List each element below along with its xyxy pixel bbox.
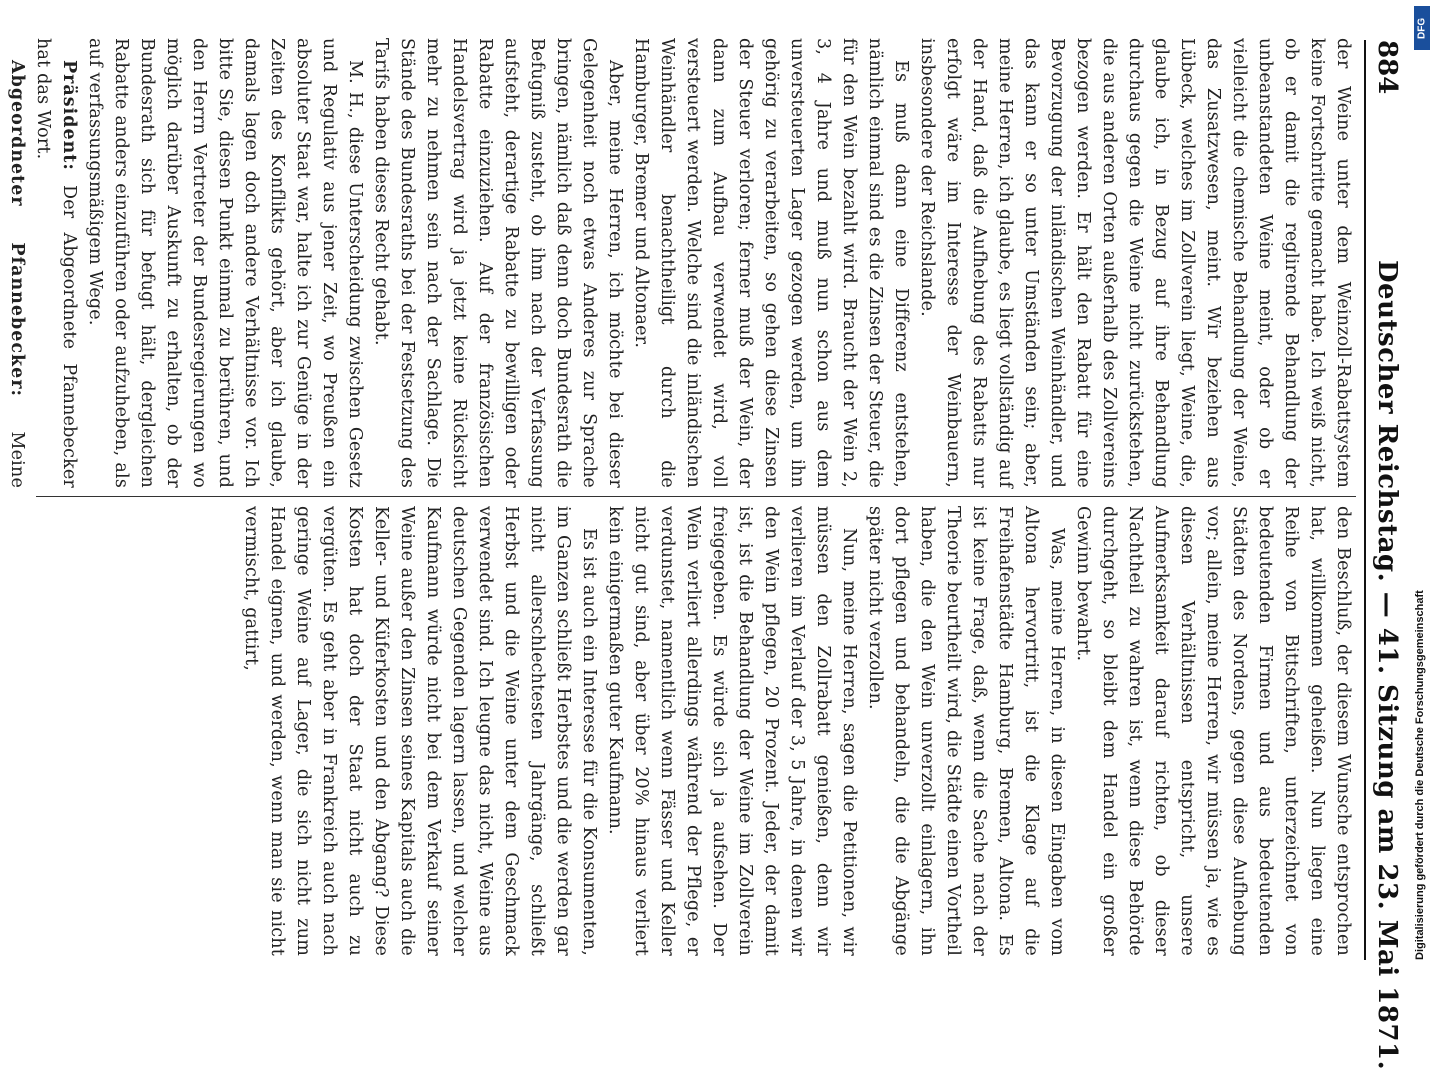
paragraph: den Beschluß, der diesem Wunsche entsprochen hat, willkommen geheißen. Nun liegen eine Reihe von Bittschriften, unterzeichnet von bedeutenden Firmen und aus bedeutenden Städten des Nordens, gegen diese Aufhebung vor; allein, meine Herren, wir müssen ja, wie es diesen Verhältnissen entspricht, unsere Aufmerksamkeit darauf richten, ob dieser Nachtheil zu wahren ist, wenn diese Behörde durchgeht, so bleibt dem Handel ein großer Gewinn bewahrt. bbox=[1073, 506, 1353, 956]
running-head bbox=[1364, 40, 1406, 1070]
speaker-label: Präsident: bbox=[59, 60, 79, 171]
dfg-logo: DFG bbox=[1414, 6, 1430, 50]
digitization-watermark bbox=[1412, 0, 1432, 1000]
left-column bbox=[7, 38, 1356, 488]
speaker-line: Der Abgeordnete Pfannebecker hat das Wort. bbox=[33, 38, 79, 488]
paragraph: M. H., diese Unterscheidung zwischen Gesetz und Regulativ aus jener Zeit, wo Preußen ein absoluter Staat war, halte ich zur Genüge in der Zeiten des Konflikts gehört, aber ich glaube, damals lagen doch andere Verhältnisse vor. Ich bitte Sie, diesen Punkt einmal zu berühren, und den Herrn Vertreter der Bundesregierungen wo möglich darüber Auskunft zu erhalten, ob der Bundesrath sich für befugt hält, dergleichen Rabatte anders einzuführen oder aufzuheben, als auf verfassungsmäßigem Wege. bbox=[85, 38, 365, 488]
page-number: 884 bbox=[1372, 40, 1402, 95]
watermark-text: Digitalisierung gefördert durch die Deutsche Forschungsgemeinschaft bbox=[1414, 590, 1426, 960]
paragraph: Es muß dann eine Differenz entstehen, nämlich einmal sind es die Zinsen der Steuer, die für den Wein bezahlt wird. Braucht der Wein 2, 3, 4 Jahre und muß nun schon aus dem unversteuerten Lager gezogen werden, um ihn gehörig zu verarbeiten, so gehen diese Zinsen der Steuer verloren; ferner muß der Wein, der dann zum Aufbau verwendet wird, voll versteuert werden. Welche sind die inländischen Weinhändler benachtheiligt durch die Hamburger, Bremer und Altonaer. bbox=[631, 38, 911, 488]
right-column bbox=[36, 506, 1356, 956]
speaker-paragraph bbox=[0, 38, 30, 488]
paragraph: Was, meine Herren, in diesen Eingaben vom Altona hervortritt, ist die Klage auf die Freihafenstädte Hamburg, Bremen, Altona. Es ist keine Frage, daß, wenn die Sache nach der Theorie beurtheilt wird, die Städte einen Vortheil haben, die den Wein unverzollt einlagern, ihn dort pflegen und behandeln, die die Abgänge später nicht verzollen. bbox=[865, 506, 1067, 956]
speaker-paragraph bbox=[30, 38, 82, 488]
speaker-text: Meine bbox=[7, 431, 27, 488]
paragraph: Nun, meine Herren, sagen die Petitionen, wir müssen den Zollrabatt genießen, denn wir verlieren im Verlauf der 3, 5 Jahre, in denen wir den Wein pflegen, 20 Prozent. Jeder, der damit ist, ist die Behandlung der Weine im Zollverein freigegeben. Es würde sich ja aufsehen. Der Wein verliert allerdings während der Pflege, er verdunstet, namentlich wenn Fässer und Keller nicht gut sind, aber über 20% hinaus verliert kein einigermaßen guter Kaufmann. bbox=[605, 506, 859, 956]
speaker-label: Abgeordneter Pfannebecker: bbox=[7, 60, 27, 397]
paragraph: Aber, meine Herren, ich möchte bei dieser Gelegenheit noch etwas Anderes zur Sprache bringen, nämlich daß denn doch Bundesrath die Befugniß zusteht, ob ihm nach der Verfassung aufsteht, derartige Rabatte zu bewilligen oder Rabatte einzuziehen. Auf der französischen Handelsvertrag wird ja jetzt keine Rücksicht mehr zu nehmen sein nach der Sachlage. Die Stände des Bundesraths bei der Festsetzung des Tarifs haben dieses Recht gehabt. bbox=[371, 38, 625, 488]
column-divider bbox=[36, 496, 1356, 497]
page-title: Deutscher Reichstag. — 41. Sitzung am 23. Mai 1871. bbox=[1372, 260, 1402, 1070]
paragraph: Es ist auch ein Interesse für die Konsumenten, im Ganzen schließt Herbstes und die werden gar nicht allerschlechtesten Jahrgänge, schließt Herbst und die Weine unter dem Geschmack verwendet sind. Ich leugne das nicht, Weine aus deutschen Gegenden lagern lassen, und welcher Kaufmann würde nicht bei dem Verkauf seiner Weine außer den Zinsen seines Kapitals auch die Keller- und Küferkosten und den Abgang? Diese Kosten hat doch der Staat nicht auch zu vergüten. Es geht aber in Frankreich auch nach geringe Weine auf Lager, die sich nicht zum Handel eignen, und werden, wenn man sie nicht vermischt, gattirt, bbox=[241, 506, 599, 956]
paragraph: der Weine unter dem Weinzoll-Rabattsystem keine Fortschritte gemacht habe. Ich weiß nicht, ob er damit die reglirende Behandlung der unbeanstandeten Weine meint, oder ob er vielleicht die chemische Behandlung der Weine, das Zusatzwesen, meint. Wir beziehen aus Lübeck, welches im Zollverein liegt, Weine, die, glaube ich, in Bezug auf ihre Behandlung durchaus gegen die Weine nicht zurückstehen, die aus anderen Orten außerhalb des Zollvereins bezogen werden. Er hält den Rabatt für eine Bevorzugung der inländischen Weinhändler, und das kann er so unter Umständen sein; aber, meine Herren, ich glaube, es liegt vollständig auf der Hand, daß die Aufhebung des Rabatts nur erfolgt wäre im Interesse der Weinbauern, insbesondere der Reichslande. bbox=[917, 38, 1353, 488]
scanned-page bbox=[2, 0, 1412, 1070]
